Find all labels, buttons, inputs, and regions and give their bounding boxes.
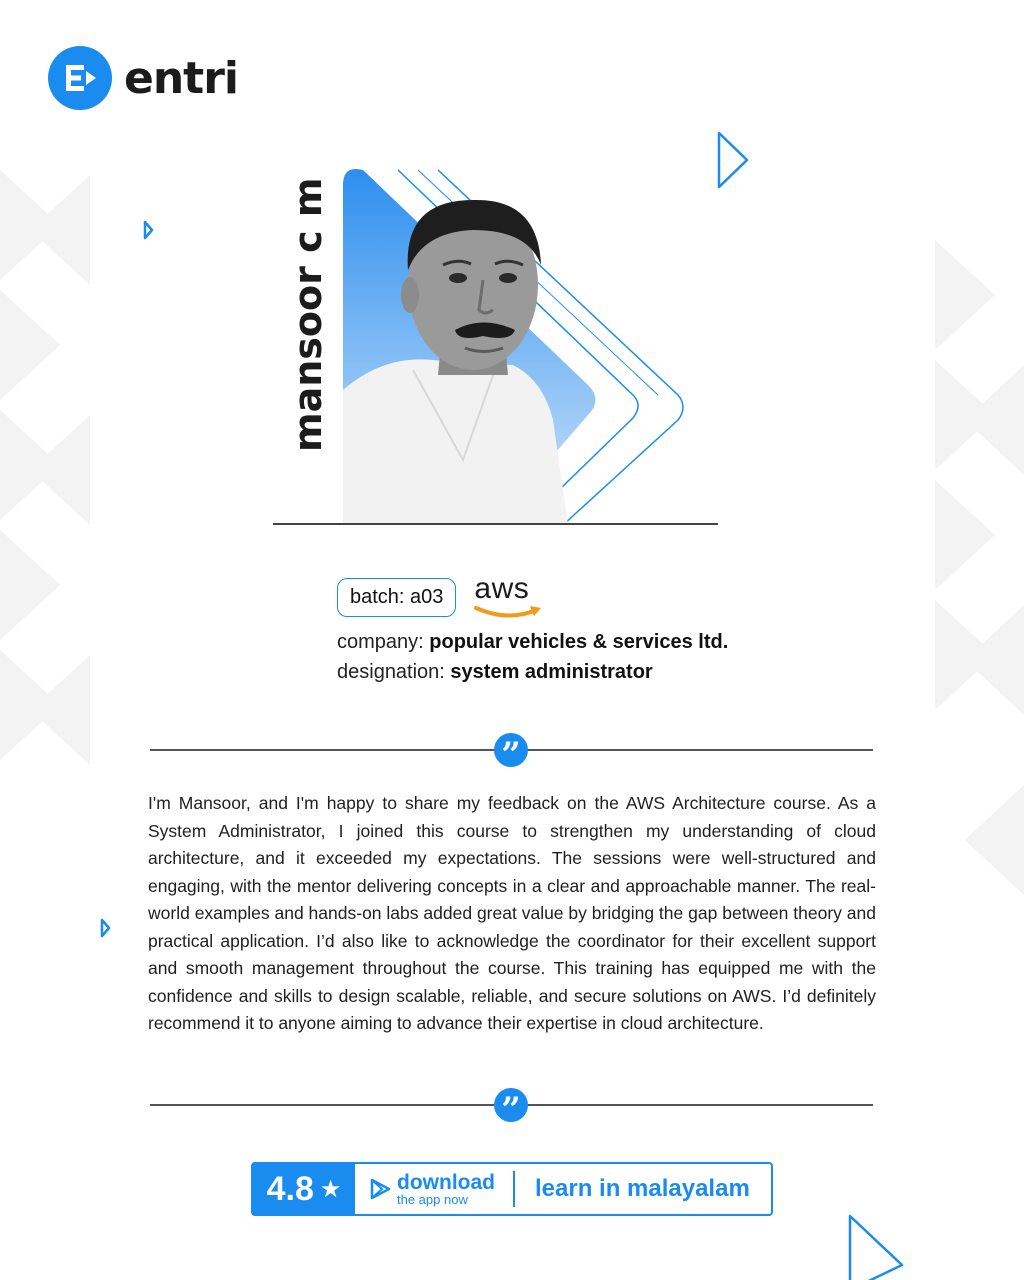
entri-logo-icon: [48, 46, 112, 110]
play-store-icon: [369, 1178, 391, 1200]
entri-logo[interactable]: [48, 46, 238, 110]
download-sublabel: the app now: [397, 1192, 468, 1207]
company-label: company:: [337, 631, 430, 653]
company-line: [337, 632, 757, 652]
batch-badge: batch: a03: [337, 578, 456, 617]
download-label: download: [397, 1171, 495, 1194]
person-name-container: [273, 130, 343, 520]
download-app-link[interactable]: [369, 1172, 495, 1206]
learn-malayalam-link[interactable]: learn in malayalam: [535, 1175, 750, 1202]
testimonial-text: I'm Mansoor, and I'm happy to share my feedback on the AWS Architecture course. As a System Administrator, I joined this course to strengthen my understanding of cloud architecture, and it exceeded my expectations. The sessions were well-structured and engaging, with the mentor delivering concepts in a clear and approachable manner. The real-world examples and hands-on labs added great value by bridging the gap between theory and practical application. I’d also like to acknowledge the coordinator for their excellent support and smooth management throughout the course. This training has equipped me with the confidence and skills to design scalable, reliable, and secure solutions on AWS. I’d definitely recommend it to anyone aiming to advance their expertise in cloud architecture.: [148, 793, 876, 1033]
quote-icon: ”: [494, 1088, 528, 1122]
cta-separator: [513, 1171, 515, 1207]
rating-value: 4.8: [266, 1169, 314, 1208]
aws-logo: [474, 574, 544, 620]
designation-value: system administrator: [450, 661, 653, 683]
profile-card: [273, 130, 718, 525]
download-app-banner[interactable]: [251, 1162, 773, 1216]
quote-divider-top: [150, 730, 873, 775]
star-icon: ★: [319, 1175, 342, 1203]
aws-logo-text: aws: [474, 572, 530, 605]
rating-badge: [253, 1164, 355, 1214]
profile-divider: [273, 523, 718, 525]
designation-line: [337, 662, 757, 682]
aws-smile-icon: [474, 604, 544, 620]
play-outline-icon-top-right: [719, 133, 747, 187]
details-block: [337, 574, 757, 682]
person-portrait: [343, 160, 703, 525]
company-value: popular vehicles & services ltd.: [429, 631, 729, 653]
brand-name: entri: [124, 52, 238, 104]
designation-label: designation:: [337, 661, 451, 683]
quote-divider-bottom: [150, 1085, 873, 1130]
person-name: mansoor c m: [286, 177, 330, 452]
quote-icon: ”: [494, 733, 528, 767]
